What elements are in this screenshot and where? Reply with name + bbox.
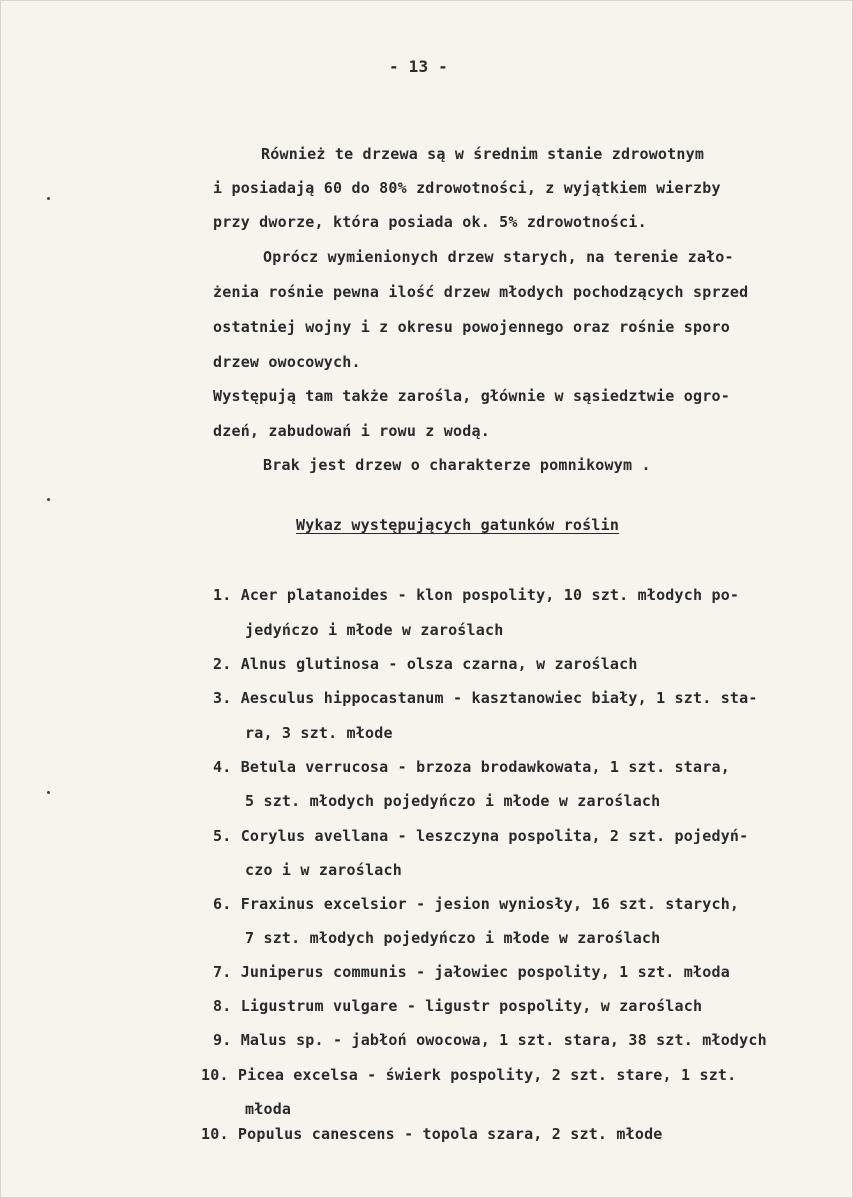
list-item-line: młoda: [245, 1100, 292, 1118]
scan-speck: [47, 197, 50, 200]
list-item-line: 1. Acer platanoides - klon pospolity, 10 szt. młodych po-: [213, 586, 740, 604]
paragraph-line: Brak jest drzew o charakterze pomnikowym .: [263, 456, 651, 474]
list-item-line: 9. Malus sp. - jabłoń owocowa, 1 szt. stara, 38 szt. młodych: [213, 1031, 767, 1049]
paragraph-line: dzeń, zabudowań i rowu z wodą.: [213, 422, 490, 440]
paragraph-line: Również te drzewa są w średnim stanie zdrowotnym: [261, 145, 705, 163]
list-item-line: ra, 3 szt. młode: [245, 724, 393, 742]
list-item-line: 7. Juniperus communis - jałowiec pospolity, 1 szt. młoda: [213, 963, 730, 981]
list-item-line: 2. Alnus glutinosa - olsza czarna, w zaroślach: [213, 655, 638, 673]
list-item-line: 10. Picea excelsa - świerk pospolity, 2 szt. stare, 1 szt.: [201, 1066, 737, 1084]
list-item-line: 7 szt. młodych pojedyńczo i młode w zaroślach: [245, 929, 661, 947]
list-item-line: czo i w zaroślach: [245, 861, 402, 879]
list-item-line: 5. Corylus avellana - leszczyna pospolita, 2 szt. pojedyń-: [213, 827, 749, 845]
section-heading: Wykaz występujących gatunków roślin: [296, 516, 620, 534]
list-item-line: 10. Populus canescens - topola szara, 2 szt. młode: [201, 1125, 663, 1143]
paragraph-line: przy dworze, która posiada ok. 5% zdrowotności.: [213, 213, 647, 231]
paragraph-line: Występują tam także zarośla, głównie w sąsiedztwie ogro-: [213, 387, 730, 405]
list-item-line: 8. Ligustrum vulgare - ligustr pospolity, w zaroślach: [213, 997, 703, 1015]
paragraph-line: drzew owocowych.: [213, 353, 361, 371]
list-item-line: 3. Aesculus hippocastanum - kasztanowiec biały, 1 szt. sta-: [213, 689, 758, 707]
scan-speck: [47, 498, 50, 501]
list-item-line: 4. Betula verrucosa - brzoza brodawkowata, 1 szt. stara,: [213, 758, 730, 776]
paragraph-line: ostatniej wojny i z okresu powojennego oraz rośnie sporo: [213, 318, 730, 336]
paragraph-line: Oprócz wymienionych drzew starych, na terenie zało-: [263, 248, 734, 266]
list-item-line: jedyńczo i młode w zaroślach: [245, 621, 504, 639]
scan-speck: [47, 791, 50, 794]
list-item-line: 6. Fraxinus excelsior - jesion wyniosły, 16 szt. starych,: [213, 895, 740, 913]
list-item-line: 5 szt. młodych pojedyńczo i młode w zaroślach: [245, 792, 661, 810]
paragraph-line: żenia rośnie pewna ilość drzew młodych pochodzących sprzed: [213, 283, 749, 301]
paragraph-line: i posiadają 60 do 80% zdrowotności, z wyjątkiem wierzby: [213, 179, 721, 197]
page-number: - 13 -: [389, 57, 448, 76]
